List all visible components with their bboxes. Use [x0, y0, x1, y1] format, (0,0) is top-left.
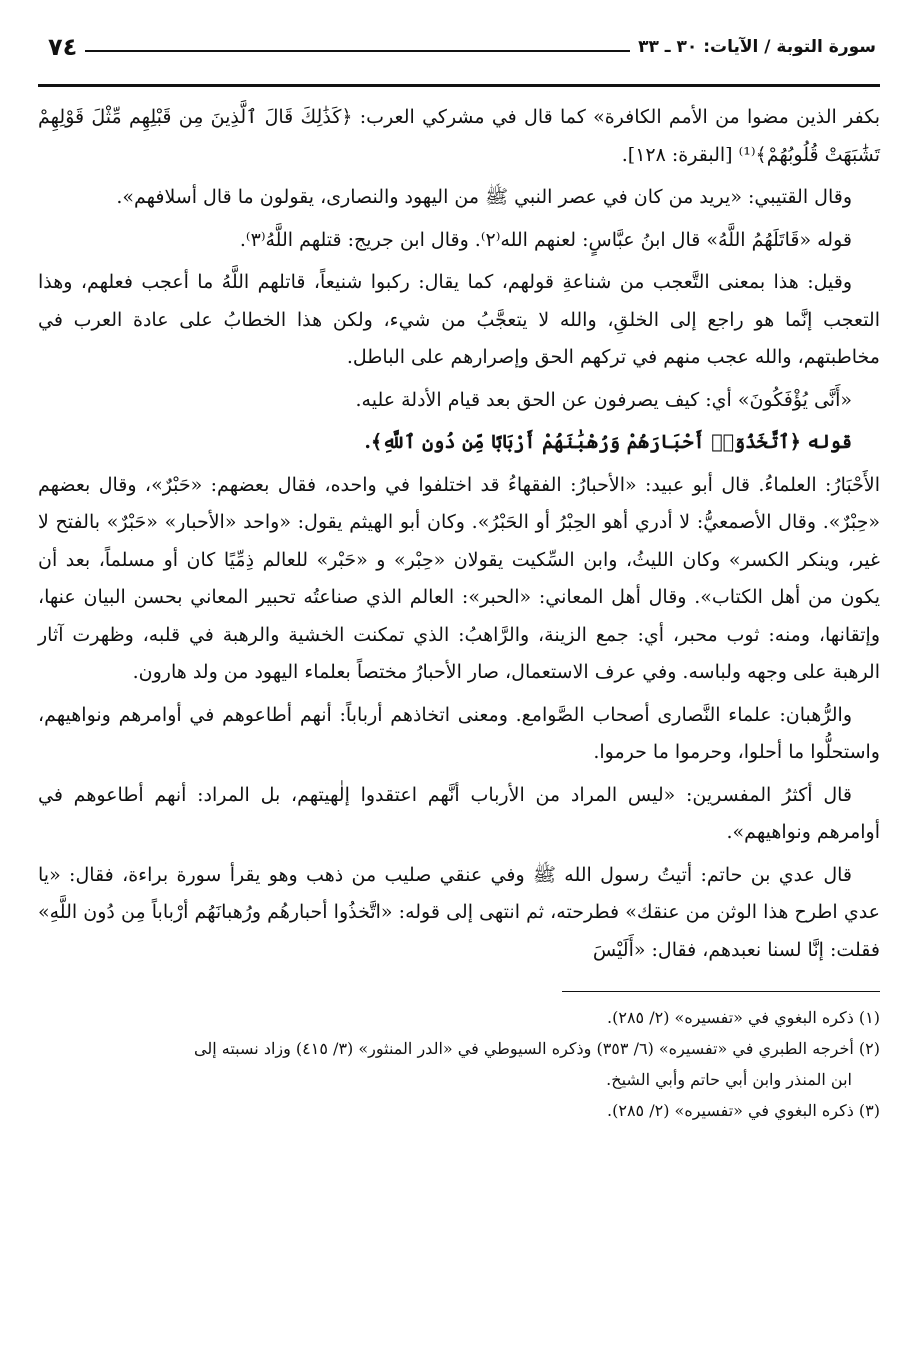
footnote-2-continued: ابن المنذر وابن أبي حاتم وأبي الشيخ.	[606, 1070, 852, 1089]
footnotes	[38, 1002, 880, 1126]
paragraph-7: الأَحْبَارُ: العلماءُ. قال أبو عبيد: «الأحبارُ: الفقهاءُ قد اختلفوا في واحده، فقال بعضهم: «حَبْرٌ»، وقال بعضهم «حِبْرٌ». وقال الأصمعيُّ: لا أدري أهو الحِبْرُ أو الحَبْرُ». وكان أبو الهيثم يقول: «واحد «الأحبار» «حَبْرٌ» بالفتح لا غير، وينكر الكسر» وكان الليثُ، وابن السِّكيت يقولان «حِبْر» و «حَبْر» للعالم ذِمِّيًا كان أو مسلماً، بعد أن يكون من أهل الكتاب». وقال أهل المعاني: «الحبر»: العالم الذي صناعتُه تحبير المعاني بحسن البيان عنها، وإتقانها، ومنه: ثوب محبر، أي: جمع الزينة، والرَّاهبُ: الذي تمكنت الخشية والرهبة في قلبه، وظهرت آثار الرهبة على وجهه ولباسه. وفي عرف الاستعمال، صار الأحبارُ مختصاً بعلماء اليهود من ولد هارون.	[38, 473, 880, 683]
paragraph-9: قال أكثرُ المفسرين: «ليس المراد من الأرباب أنَّهم اعتقدوا إلٰهيتهم، بل المراد: أنهم أطاعوهم في أوامرهم ونواهيهم».	[38, 783, 880, 843]
section-title: سورة التوبة / الآيات: ٣٠ ـ ٣٣	[638, 37, 876, 57]
footnote-3: (٣) ذكره البغوي في «تفسيره» (٢/ ٢٨٥).	[607, 1101, 880, 1120]
page-number: ٧٤	[48, 33, 78, 61]
footnote-1: (١) ذكره البغوي في «تفسيره» (٢/ ٢٨٥).	[607, 1008, 880, 1027]
footnote-2: (٢) أخرجه الطبري في «تفسيره» (٦/ ٣٥٣) وذكره السيوطي في «الدر المنثور» (٣/ ٤١٥) وزاد نسبته إلى	[194, 1039, 880, 1058]
paragraph-5: «أَنَّى يُؤْفَكُونَ» أي: كيف يصرفون عن الحق بعد قيام الأدلة عليه.	[355, 388, 852, 411]
footnote-rule	[562, 991, 880, 992]
running-head	[38, 30, 880, 64]
paragraph-3: قوله «قَاتَلَهُمُ اللَّهُ» قال ابنُ عبَّاسٍ: لعنهم الله⁽٢⁾. وقال ابن جريج: قتلهم اللَّهُ⁽٣⁾.	[239, 228, 852, 251]
main-text	[38, 99, 880, 969]
page	[38, 30, 880, 1340]
header-rule	[85, 50, 630, 52]
paragraph-4: وقيل: هذا بمعنى التَّعجب من شناعةِ قولهم، كما يقال: ركبوا شنيعاً، قاتلهم اللَّهُ ما أعجب فعلهم، وهذا التعجب إنَّما هو راجع إلى الخلقِ، والله لا يتعجَّبُ من شيء، ولكن هذا الخطابُ على عادة العرب في مخاطبتهم، والله عجب منهم في تركهم الحق وإصرارهم على الباطل.	[38, 271, 880, 368]
paragraph-8: والرُّهبان: علماء النَّصارى أصحاب الصَّوامع. ومعنى اتخاذهم أرباباً: أنهم أطاعوهم في أوامرهم ونواهيهم، واستحلُّوا ما أحلوا، وحرموا ما حرموا.	[38, 703, 880, 763]
paragraph-1: بكفر الذين مضوا من الأمم الكافرة» كما قال في مشركي العرب: ﴿كَذَٰلِكَ قَالَ ٱلَّذِينَ مِن قَبْلِهِم مِّثْلَ قَوْلِهِمْ تَشَٰبَهَتْ قُلُوبُهُمْ﴾⁽¹⁾ [البقرة: ١٢٨].	[38, 106, 880, 166]
paragraph-10: قال عدي بن حاتم: أتيتُ رسول الله ﷺ وفي عنقي صليب من ذهب وهو يقرأ سورة براءة، فقال: «يا عدي اطرح هذا الوثن من عنقك» فطرحته، ثم انتهى إلى قوله: «اتَّخذُوا أحبارهُم ورُهبانَهُم أرْباباً مِن دُون اللَّهِ» فقلت: إنَّا لسنا نعبدهم، فقال: «أَلَيْسَ	[38, 863, 880, 961]
paragraph-2: وقال القتيبي: «يريد من كان في عصر النبي ﷺ من اليهود والنصارى، يقولون ما قال أسلافهم».	[116, 186, 852, 208]
header-underline	[38, 84, 880, 87]
paragraph-6-quran-verse: قوله ﴿ٱتَّخَذُوٓا۟ أَحْبَارَهُمْ وَرُهْبَٰنَهُمْ أَرْبَابًا مِّن دُونِ ٱللَّهِ﴾.	[364, 431, 852, 453]
